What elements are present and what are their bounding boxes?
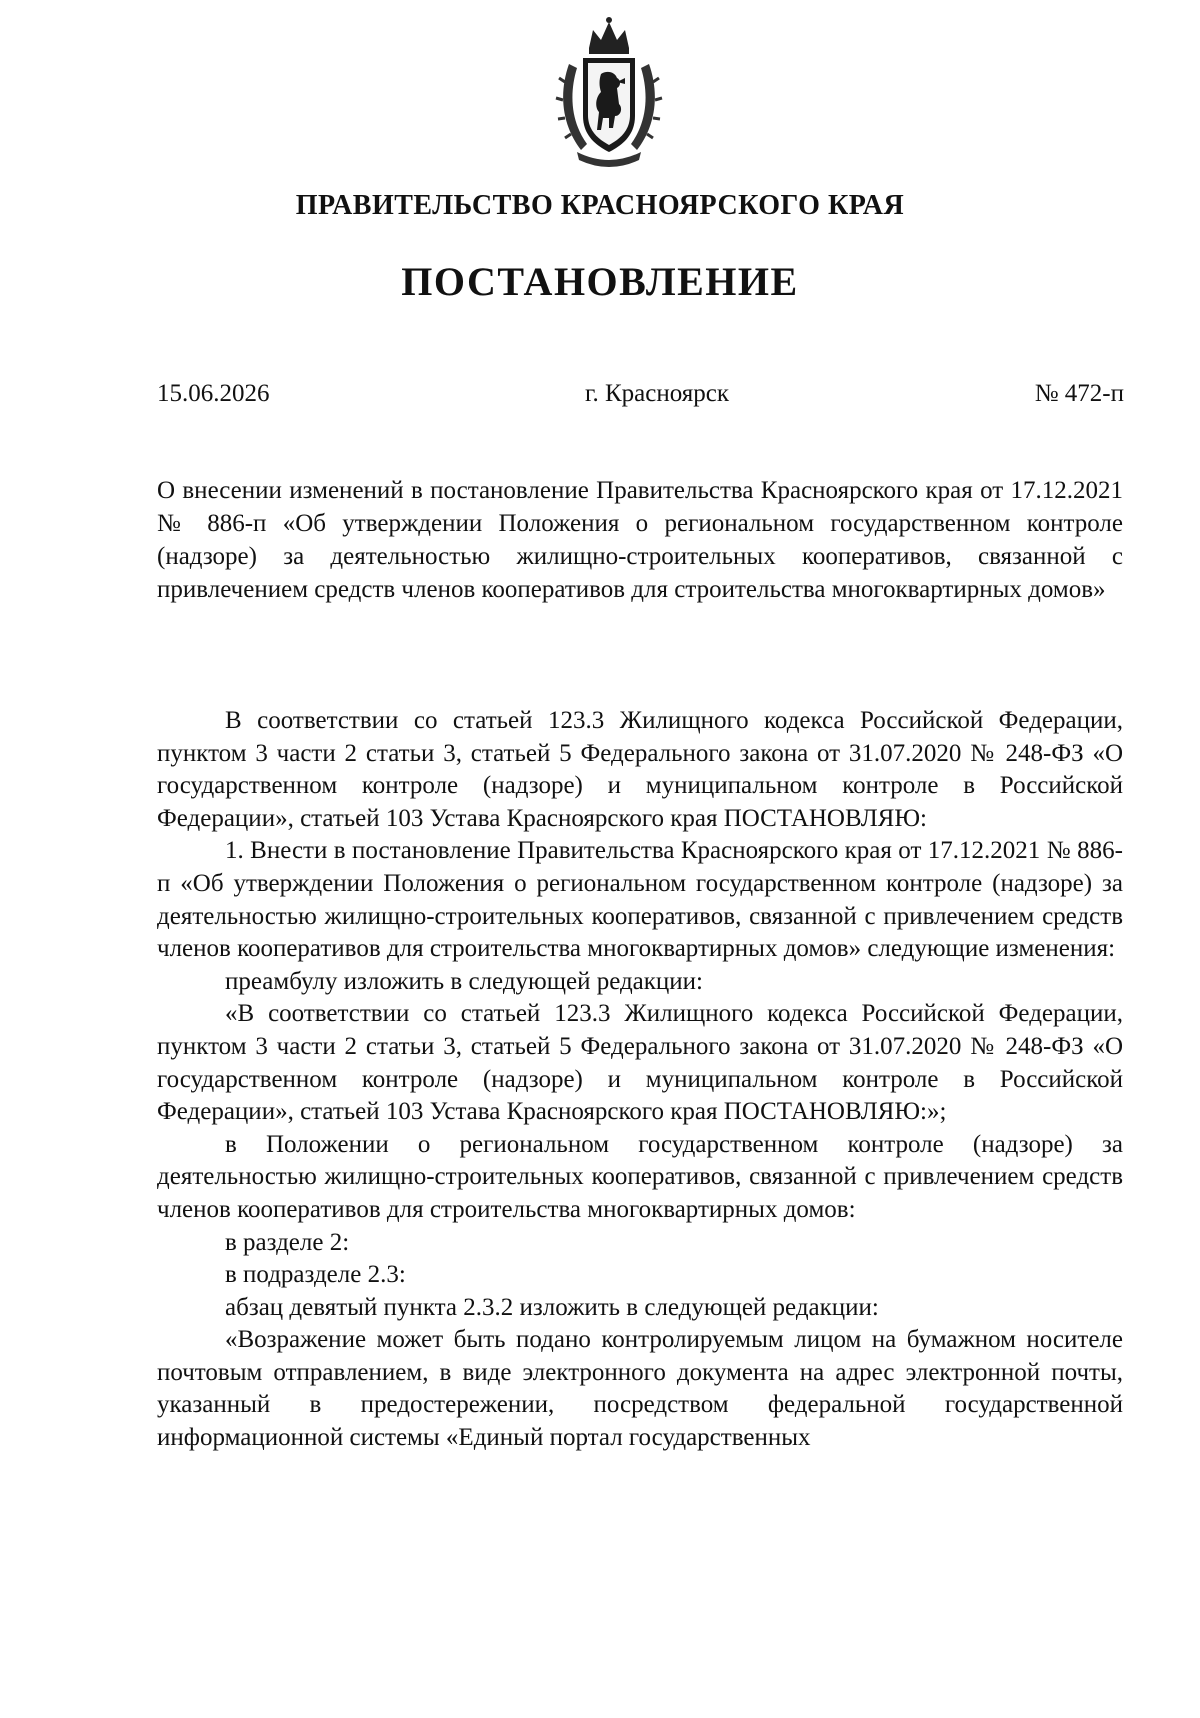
body-paragraph: в подразделе 2.3:	[225, 1261, 406, 1289]
coat-of-arms-icon	[555, 12, 663, 172]
body-paragraph: абзац девятый пункта 2.3.2 изложить в следующей редакции:	[225, 1293, 879, 1321]
document-subject: О внесении изменений в постановление Правительства Красноярского края от 17.12.2021 № 886-п «Об утверждении Положения о региональном государственном контроле (надзоре) за деятельностью жилищно-строительных кооперативов, связанной с привлечением средств членов кооперативов для строительства многоквартирных домов»	[157, 477, 1123, 603]
document-city: г. Красноярск	[585, 380, 729, 407]
document-body	[157, 705, 1123, 1455]
body-paragraph: 1. Внести в постановление Правительства Красноярского края от 17.12.2021 № 886-п «Об утверждении Положения о региональном государственном контроле (надзоре) за деятельностью жилищно-строительных кооперативов, связанной с привлечением средств членов кооперативов для строительства многоквартирных домов» следующие изменения:	[157, 837, 1123, 963]
document-meta-row	[157, 380, 1124, 416]
document-number: № 472-п	[1034, 380, 1124, 407]
body-paragraph: «В соответствии со статьей 123.3 Жилищного кодекса Российской Федерации, пунктом 3 части 2 статьи 3, статьей 5 Федерального закона от 31.07.2020 № 248-ФЗ «О государственном контроле (надзоре) и муниципальном контроле в Российской Федерации», статьей 103 Устава Красноярского края ПОСТАНОВЛЯЮ:»;	[157, 1000, 1123, 1126]
body-paragraph: преамбулу изложить в следующей редакции:	[225, 967, 704, 995]
body-paragraph: В соответствии со статьей 123.3 Жилищного кодекса Российской Федерации, пунктом 3 части 2 статьи 3, статьей 5 Федерального закона от 31.07.2020 № 248-ФЗ «О государственном контроле (надзоре) и муниципальном контроле в Российской Федерации», статьей 103 Устава Красноярского края ПОСТАНОВЛЯЮ:	[157, 707, 1123, 832]
body-paragraph: в разделе 2:	[225, 1228, 350, 1256]
organization-title: ПРАВИТЕЛЬСТВО КРАСНОЯРСКОГО КРАЯ	[295, 190, 905, 221]
document-date: 15.06.2026	[157, 380, 270, 407]
body-paragraph: в Положении о региональном государственном контроле (надзоре) за деятельностью жилищно-строительных кооперативов, связанной с привлечением средств членов кооперативов для строительства многоквартирных домов:	[157, 1130, 1123, 1223]
body-paragraph: «Возражение может быть подано контролируемым лицом на бумажном носителе почтовым отправлением, в виде электронного документа на адрес электронной почты, указанный в предостережении, посредством федеральной государственной информационной системы «Единый портал государственных	[157, 1326, 1123, 1452]
document-type-title: ПОСТАНОВЛЕНИЕ	[401, 259, 799, 304]
